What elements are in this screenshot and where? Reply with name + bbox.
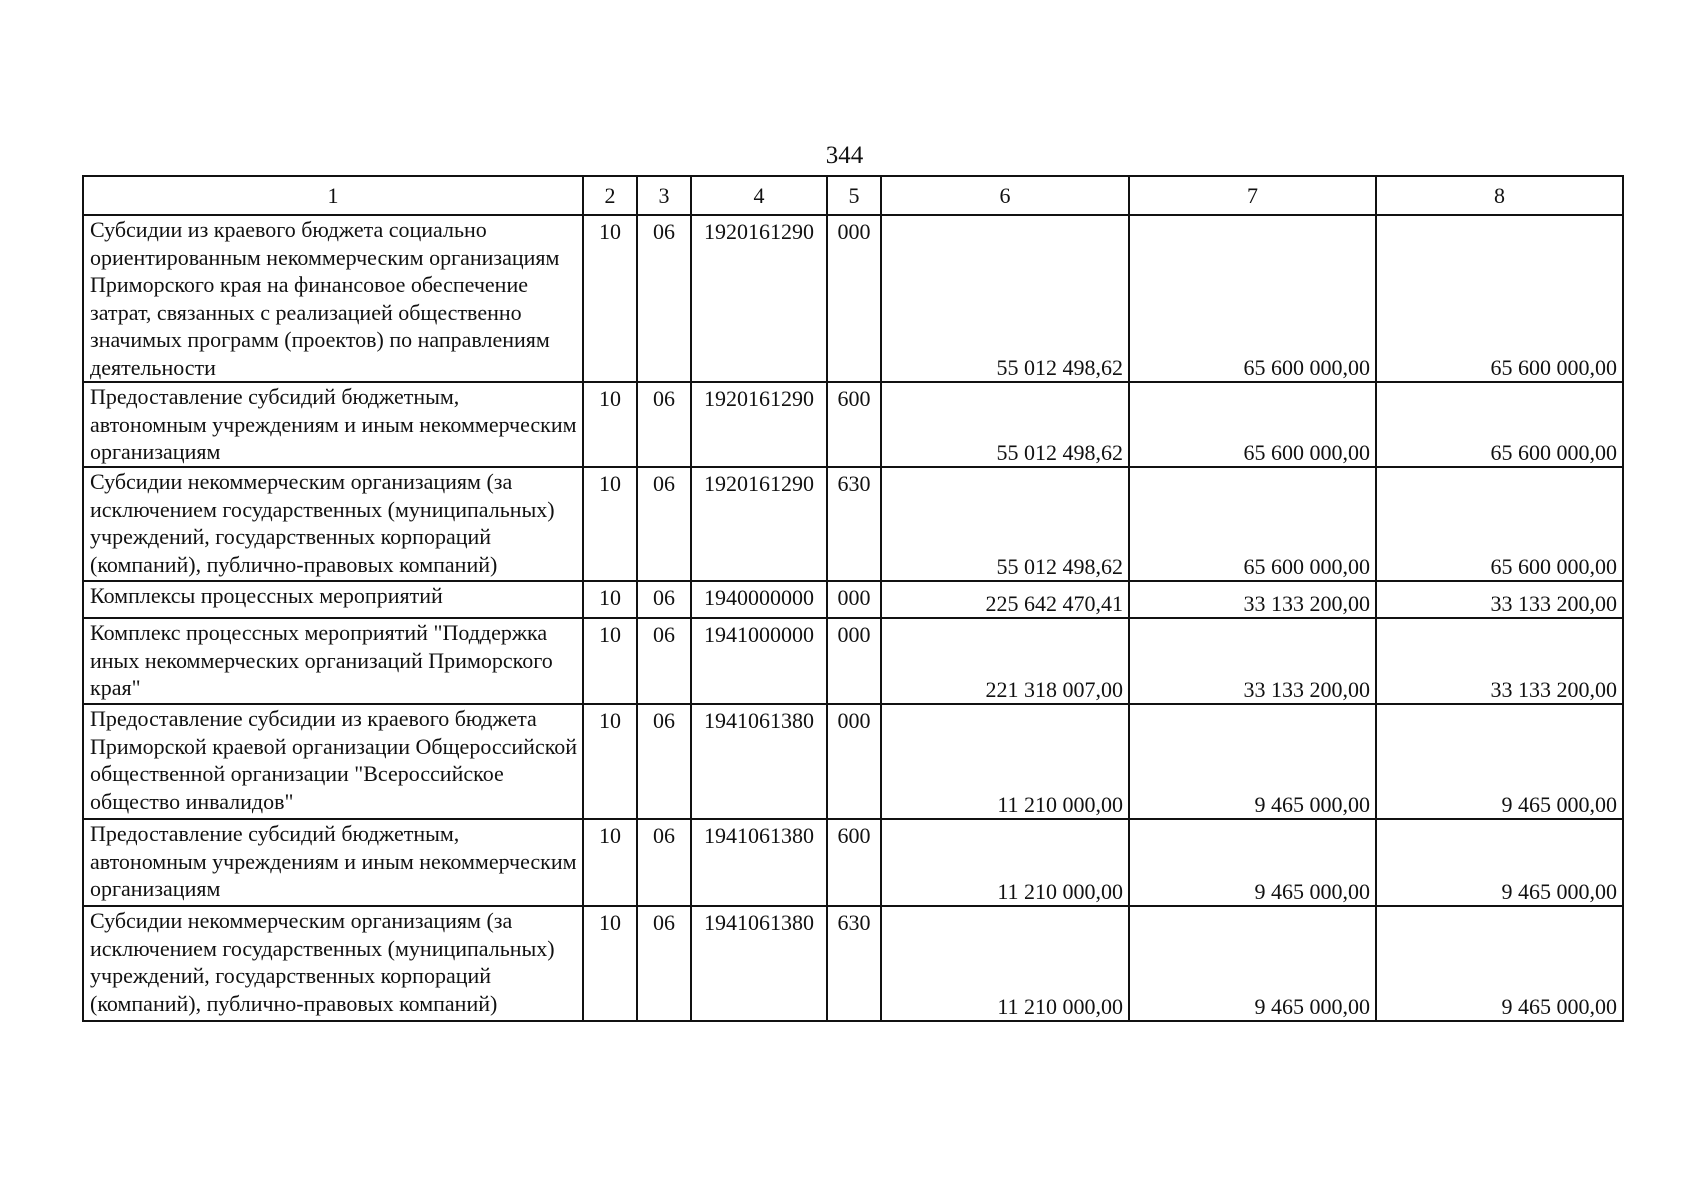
- subsection-code: 06: [637, 382, 691, 467]
- amount-col-6: 11 210 000,00: [881, 704, 1129, 819]
- amount-col-7: 9 465 000,00: [1129, 704, 1376, 819]
- amount-col-8: 33 133 200,00: [1376, 618, 1623, 704]
- row-name: Предоставление субсидий бюджетным, автономным учреждениям и иным некоммерческим организациям: [83, 819, 583, 906]
- amount-col-8: 65 600 000,00: [1376, 215, 1623, 382]
- amount-col-7: 65 600 000,00: [1129, 382, 1376, 467]
- amount-col-6: 221 318 007,00: [881, 618, 1129, 704]
- amount-col-7: 65 600 000,00: [1129, 467, 1376, 581]
- expense-type-code: 000: [827, 618, 881, 704]
- column-number: 6: [881, 176, 1129, 215]
- table-row: [83, 618, 1623, 704]
- row-name: Предоставление субсидий бюджетным, автономным учреждениям и иным некоммерческим организациям: [83, 382, 583, 467]
- target-article-code: 1941000000: [691, 618, 827, 704]
- section-code: 10: [583, 581, 637, 618]
- table-row: [83, 906, 1623, 1021]
- subsection-code: 06: [637, 618, 691, 704]
- column-number: 3: [637, 176, 691, 215]
- budget-table: [82, 175, 1624, 1022]
- section-code: 10: [583, 467, 637, 581]
- amount-col-6: 11 210 000,00: [881, 906, 1129, 1021]
- expense-type-code: 000: [827, 581, 881, 618]
- target-article-code: 1920161290: [691, 215, 827, 382]
- column-number: 5: [827, 176, 881, 215]
- target-article-code: 1940000000: [691, 581, 827, 618]
- amount-col-8: 65 600 000,00: [1376, 382, 1623, 467]
- expense-type-code: 000: [827, 215, 881, 382]
- row-name: Субсидии некоммерческим организациям (за исключением государственных (муниципальных) учреждений, государственных корпораций (компаний), публично-правовых компаний): [83, 467, 583, 581]
- amount-col-8: 9 465 000,00: [1376, 906, 1623, 1021]
- table-row: [83, 467, 1623, 581]
- section-code: 10: [583, 704, 637, 819]
- subsection-code: 06: [637, 906, 691, 1021]
- section-code: 10: [583, 382, 637, 467]
- column-number: 1: [83, 176, 583, 215]
- expense-type-code: 630: [827, 467, 881, 581]
- target-article-code: 1941061380: [691, 906, 827, 1021]
- table-row: [83, 581, 1623, 618]
- target-article-code: 1941061380: [691, 704, 827, 819]
- expense-type-code: 600: [827, 382, 881, 467]
- amount-col-7: 33 133 200,00: [1129, 581, 1376, 618]
- column-number: 2: [583, 176, 637, 215]
- amount-col-8: 9 465 000,00: [1376, 819, 1623, 906]
- subsection-code: 06: [637, 581, 691, 618]
- row-name: Субсидии из краевого бюджета социально ориентированным некоммерческим организациям Приморского края на финансовое обеспечение затрат, связанных с реализацией общественно значимых программ (проектов) по направлениям деятельности: [83, 215, 583, 382]
- target-article-code: 1920161290: [691, 467, 827, 581]
- subsection-code: 06: [637, 467, 691, 581]
- expense-type-code: 000: [827, 704, 881, 819]
- page-number: 344: [825, 142, 864, 169]
- section-code: 10: [583, 819, 637, 906]
- column-number: 8: [1376, 176, 1623, 215]
- amount-col-6: 11 210 000,00: [881, 819, 1129, 906]
- amount-col-7: 65 600 000,00: [1129, 215, 1376, 382]
- amount-col-6: 55 012 498,62: [881, 382, 1129, 467]
- subsection-code: 06: [637, 819, 691, 906]
- amount-col-6: 55 012 498,62: [881, 467, 1129, 581]
- column-number: 4: [691, 176, 827, 215]
- row-name: Субсидии некоммерческим организациям (за исключением государственных (муниципальных) учреждений, государственных корпораций (компаний), публично-правовых компаний): [83, 906, 583, 1021]
- row-name: Предоставление субсидии из краевого бюджета Приморской краевой организации Общероссийской общественной организации "Всероссийское общество инвалидов": [83, 704, 583, 819]
- amount-col-7: 33 133 200,00: [1129, 618, 1376, 704]
- amount-col-7: 9 465 000,00: [1129, 906, 1376, 1021]
- table-row: [83, 704, 1623, 819]
- section-code: 10: [583, 906, 637, 1021]
- table-row: [83, 819, 1623, 906]
- expense-type-code: 630: [827, 906, 881, 1021]
- column-number: 7: [1129, 176, 1376, 215]
- amount-col-8: 9 465 000,00: [1376, 704, 1623, 819]
- amount-col-8: 33 133 200,00: [1376, 581, 1623, 618]
- target-article-code: 1920161290: [691, 382, 827, 467]
- section-code: 10: [583, 215, 637, 382]
- amount-col-7: 9 465 000,00: [1129, 819, 1376, 906]
- target-article-code: 1941061380: [691, 819, 827, 906]
- amount-col-6: 55 012 498,62: [881, 215, 1129, 382]
- table-row: [83, 382, 1623, 467]
- amount-col-8: 65 600 000,00: [1376, 467, 1623, 581]
- row-name: Комплекс процессных мероприятий "Поддержка иных некоммерческих организаций Приморского края": [83, 618, 583, 704]
- column-number-row: [83, 176, 1623, 215]
- amount-col-6: 225 642 470,41: [881, 581, 1129, 618]
- subsection-code: 06: [637, 704, 691, 819]
- section-code: 10: [583, 618, 637, 704]
- row-name: Комплексы процессных мероприятий: [83, 581, 583, 618]
- table-row: [83, 215, 1623, 382]
- subsection-code: 06: [637, 215, 691, 382]
- expense-type-code: 600: [827, 819, 881, 906]
